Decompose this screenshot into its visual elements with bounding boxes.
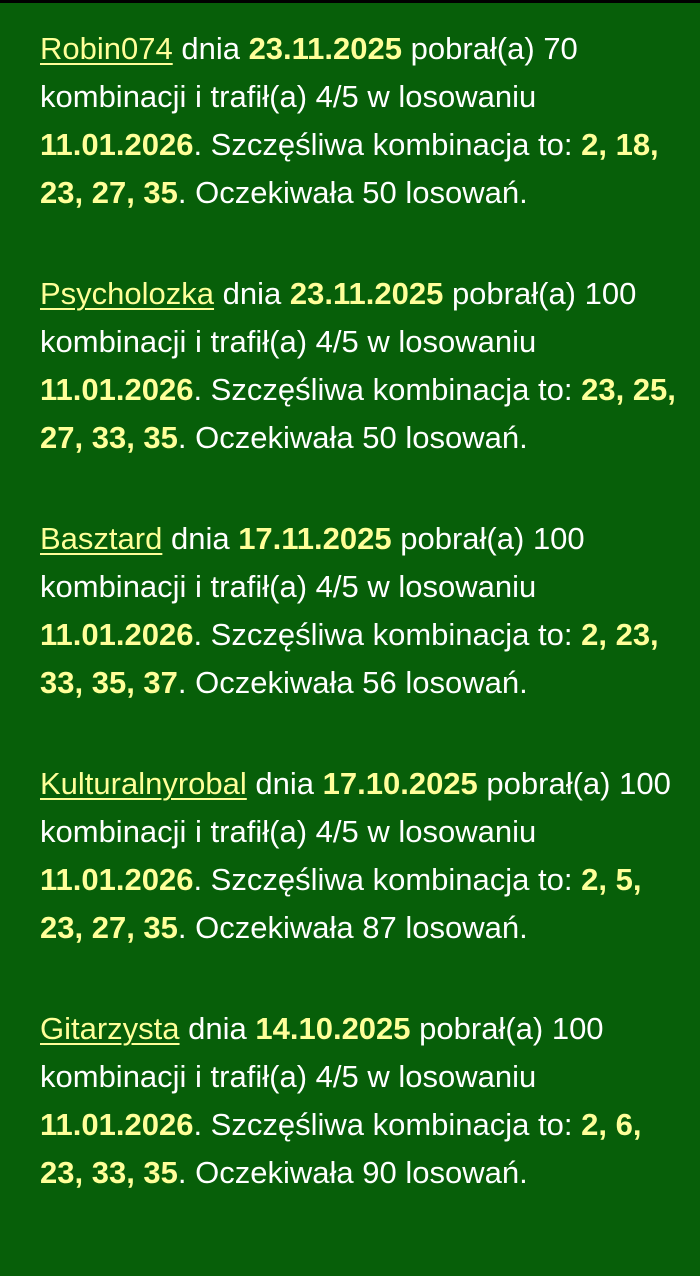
phrase-text: dnia — [162, 521, 239, 556]
lucky-numbers: 2, 5, 23, 27, 35 — [40, 862, 642, 945]
phrase-text: . Szczęśliwa kombinacja to: — [193, 1107, 582, 1142]
phrase-text: losowań. — [396, 910, 528, 945]
phrase-text: kombinacji i trafił(a) — [40, 324, 316, 359]
phrase-text: dnia — [172, 31, 249, 66]
phrase-text: kombinacji i trafił(a) — [40, 569, 316, 604]
phrase-text: pobrał(a) — [443, 276, 585, 311]
winner-entry — [40, 270, 680, 462]
phrase-text: w losowaniu — [358, 324, 537, 359]
user-link[interactable]: Psycholozka — [40, 276, 215, 311]
download-date: 23.11.2025 — [289, 276, 444, 311]
waited-draws: 56 — [362, 665, 397, 700]
download-date: 17.10.2025 — [322, 766, 478, 801]
phrase-text: pobrał(a) — [402, 31, 544, 66]
winner-entry — [40, 1005, 680, 1197]
draw-date: 11.01.2026 — [40, 372, 194, 407]
winners-panel — [0, 3, 700, 1276]
user-link[interactable]: Kulturalnyrobal — [40, 766, 247, 801]
hit-ratio: 4/5 — [315, 324, 359, 359]
phrase-text: . Oczekiwała — [177, 175, 363, 210]
download-date: 14.10.2025 — [255, 1011, 411, 1046]
phrase-text: pobrał(a) — [477, 766, 620, 801]
download-date: 23.11.2025 — [248, 31, 403, 66]
combination-count: 100 — [584, 276, 637, 311]
hit-ratio: 4/5 — [315, 79, 359, 114]
phrase-text: . Szczęśliwa kombinacja to: — [193, 127, 582, 162]
draw-date: 11.01.2026 — [40, 127, 194, 162]
phrase-text: dnia — [214, 276, 290, 311]
phrase-text: kombinacji i trafił(a) — [40, 814, 316, 849]
phrase-text: pobrał(a) — [410, 1011, 552, 1046]
winner-entry — [40, 25, 680, 217]
lucky-numbers: 23, 25, 27, 33, 35 — [40, 372, 676, 455]
draw-date: 11.01.2026 — [40, 1107, 194, 1142]
phrase-text: dnia — [246, 766, 323, 801]
phrase-text: losowań. — [396, 1155, 528, 1190]
combination-count: 70 — [543, 31, 578, 66]
phrase-text: dnia — [179, 1011, 256, 1046]
lucky-numbers: 2, 6, 23, 33, 35 — [40, 1107, 642, 1190]
user-link[interactable]: Robin074 — [40, 31, 173, 66]
phrase-text: w losowaniu — [358, 569, 537, 604]
waited-draws: 87 — [362, 910, 397, 945]
phrase-text: pobrał(a) — [391, 521, 533, 556]
phrase-text: w losowaniu — [358, 1059, 537, 1094]
combination-count: 100 — [551, 1011, 604, 1046]
waited-draws: 50 — [362, 175, 397, 210]
user-link[interactable]: Basztard — [40, 521, 163, 556]
phrase-text: . Oczekiwała — [177, 665, 363, 700]
phrase-text: losowań. — [396, 665, 528, 700]
hit-ratio: 4/5 — [315, 569, 359, 604]
phrase-text: . Oczekiwała — [177, 910, 363, 945]
phrase-text: w losowaniu — [358, 814, 537, 849]
combination-count: 100 — [532, 521, 585, 556]
hit-ratio: 4/5 — [315, 1059, 359, 1094]
draw-date: 11.01.2026 — [40, 862, 194, 897]
phrase-text: . Oczekiwała — [177, 1155, 363, 1190]
phrase-text: . Szczęśliwa kombinacja to: — [193, 617, 582, 652]
winner-entry — [40, 760, 680, 952]
waited-draws: 90 — [362, 1155, 397, 1190]
phrase-text: . Oczekiwała — [177, 420, 363, 455]
phrase-text: kombinacji i trafił(a) — [40, 1059, 316, 1094]
phrase-text: . Szczęśliwa kombinacja to: — [193, 372, 582, 407]
lucky-numbers: 2, 18, 23, 27, 35 — [40, 127, 659, 210]
winner-entry — [40, 515, 680, 707]
phrase-text: losowań. — [396, 420, 528, 455]
lucky-numbers: 2, 23, 33, 35, 37 — [40, 617, 659, 700]
phrase-text: w losowaniu — [358, 79, 537, 114]
draw-date: 11.01.2026 — [40, 617, 194, 652]
user-link[interactable]: Gitarzysta — [40, 1011, 180, 1046]
phrase-text: . Szczęśliwa kombinacja to: — [193, 862, 582, 897]
download-date: 17.11.2025 — [238, 521, 392, 556]
hit-ratio: 4/5 — [315, 814, 359, 849]
combination-count: 100 — [619, 766, 671, 801]
phrase-text: kombinacji i trafił(a) — [40, 79, 316, 114]
phrase-text: losowań. — [396, 175, 528, 210]
waited-draws: 50 — [362, 420, 397, 455]
